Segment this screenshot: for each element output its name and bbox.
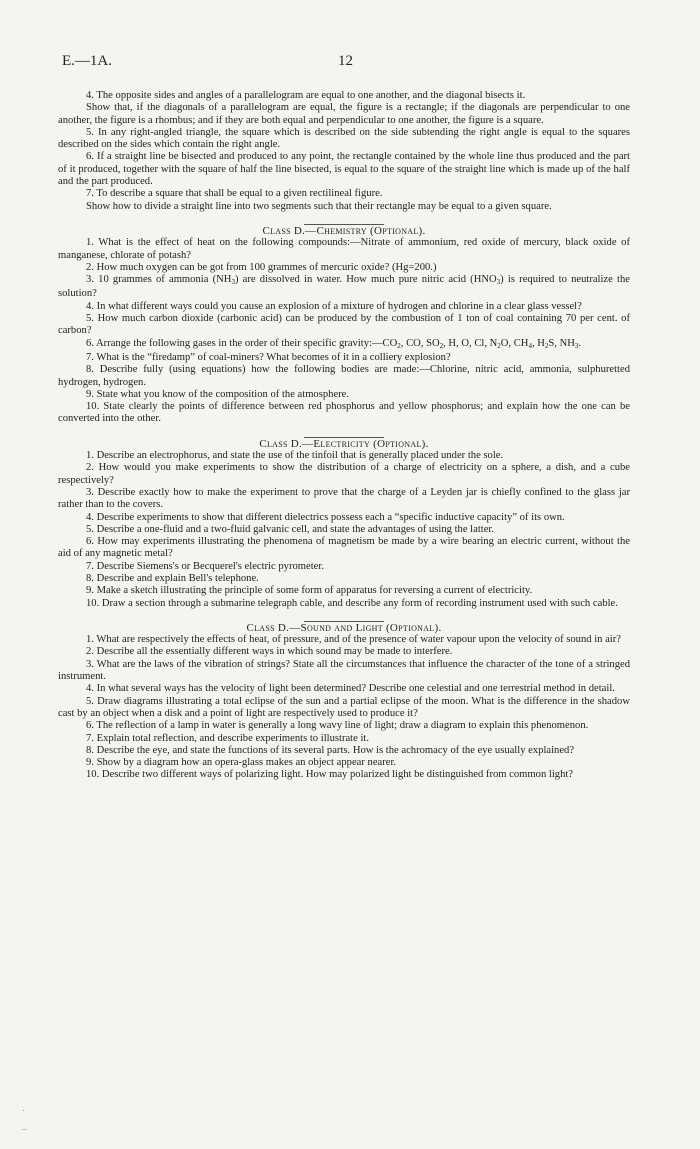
electricity-section: [58, 438, 630, 610]
question: 10. State clearly the points of difference between red phosphorus and yellow phosphorus; and explain how the one can be converted into the other.: [58, 401, 630, 425]
question: 9. Make a sketch illustrating the principle of some form of apparatus for reversing a current of electricity.: [86, 585, 533, 597]
question: 3. 10 grammes of ammonia $(NH_3)$ are dissolved in water. How much pure nitric acid $(HNO_3)$ is required to neutralize the solution?: [58, 274, 630, 300]
geometry-section: [58, 90, 630, 213]
chemistry-section: [58, 225, 630, 426]
question: 5. Describe a one-fluid and a two-fluid galvanic cell, and state the advantages of using the latter.: [86, 523, 495, 535]
geometry-paragraph: Show how to divide a straight line into two segments such that their rectangle may be equal to a given square.: [86, 200, 552, 212]
question: 10. Describe two different ways of polarizing light. How may polarized light be distinguished from common light?: [86, 769, 574, 781]
question: 7. What is the “firedamp” of coal-miners? What becomes of it in a colliery explosion?: [86, 351, 451, 363]
question: 8. Describe the eye, and state the functions of its several parts. How is the achromacy of the eye usually explained?: [86, 744, 575, 756]
question: 3. What are the laws of the vibration of strings? State all the circumstances that influence the character of the tone of a stringed instrument.: [58, 658, 630, 683]
question: 2. How much oxygen can be got from 100 grammes of mercuric oxide? (Hg=200.): [86, 261, 437, 273]
geometry-paragraph: 6. If a straight line be bisected and produced to any point, the rectangle contained by the whole line thus produced and the part of it produced, together with the square of half the line bisected, is equal to the square of the straight line which is made up of the half and the part produced.: [58, 151, 630, 188]
document-body: [58, 90, 630, 782]
question: 6. How may experiments illustrating the phenomena of magnetism be made by a wire bearing an electric current, without the aid of any magnetic metal?: [58, 536, 630, 560]
question: 1. What is the effect of heat on the following compounds:—Nitrate of ammonium, red oxide of mercury, black oxide of manganese, chlorate of potash?: [58, 237, 630, 261]
question: 6. The reflection of a lamp in water is generally a long wavy line of light; draw a diagram to explain this phenomenon.: [86, 720, 589, 732]
question: 4. In what different ways could you cause an explosion of a mixture of hydrogen and chlorine in a clear glass vessel?: [86, 300, 582, 312]
sound-light-heading: Class D.—Sound and Light (Optional).: [246, 621, 442, 634]
electricity-heading: Class D.—Electricity (Optional).: [259, 437, 429, 450]
question: 8. Describe fully (using equations) how the following bodies are made:—Chlorine, nitric acid, ammonia, sulphuretted hydrogen, hydrogen.: [58, 364, 630, 388]
question: 8. Describe and explain Bell's telephone.: [86, 572, 259, 584]
question: 6. Arrange the following gases in the order of their specific $gravity:—CO_2$, CO, $SO_2$, H, O, Cl, $N_2O$, $CH_4$, $H_2S$, $NH_3$.: [86, 337, 582, 350]
geometry-paragraph: 5. In any right-angled triangle, the square which is described on the side subtending the right angle is equal to the squares described on the sides which contain the right angle.: [58, 126, 630, 151]
question: 5. How much carbon dioxide (carbonic acid) can be produced by the combustion of 1 ton of coal containing 70 per cent. of carbon?: [58, 313, 630, 337]
question: 2. How would you make experiments to show the distribution of a charge of electricity on a sphere, a dish, and a cube respectively?: [58, 462, 630, 486]
question: 4. Describe experiments to show that different dielectrics possess each a “specific inductive capacity” of its own.: [86, 511, 565, 523]
question: 3. Describe exactly how to make the experiment to prove that the charge of a Leyden jar is chiefly confined to the glass jar rather than to the covers.: [58, 486, 630, 511]
geometry-paragraph: 7. To describe a square that shall be equal to a given rectilineal figure.: [86, 188, 383, 200]
sound-light-section: [58, 622, 630, 782]
question: 4. In what several ways has the velocity of light been determined? Describe one celestial and one terrestrial method in detail.: [86, 683, 615, 695]
margin-mark: –: [22, 1124, 27, 1135]
question: 7. Describe Siemens's or Becquerel's electric pyrometer.: [86, 560, 324, 572]
report-reference: E.—1A.: [62, 53, 112, 69]
geometry-paragraph: Show that, if the diagonals of a parallelogram are equal, the figure is a rectangle; if the diagonals are perpendicular to one another, the figure is a rhombus; and if they are both equal and perpendicular to one another, the figure is a square.: [58, 102, 630, 126]
chemistry-heading: Class D.—Chemistry (Optional).: [262, 224, 426, 237]
question: 10. Draw a section through a submarine telegraph cable, and describe any form of recording instrument used with such cable.: [86, 597, 618, 609]
margin-mark: ·: [22, 1106, 26, 1117]
page-number: 12: [338, 53, 353, 69]
geometry-paragraph: 4. The opposite sides and angles of a parallelogram are equal to one another, and the diagonal bisects it.: [86, 90, 526, 101]
question: 9. State what you know of the composition of the atmosphere.: [86, 388, 350, 400]
question: 1. Describe an electrophorus, and state the use of the tinfoil that is generally placed under the sole.: [86, 450, 504, 462]
question: 2. Describe all the essentially different ways in which sound may be made to interfere.: [86, 646, 453, 658]
question: 9. Show by a diagram how an opera-glass makes an object appear nearer.: [86, 757, 397, 769]
question: 1. What are respectively the effects of heat, of pressure, and of the presence of water vapour upon the velocity of sound in air?: [86, 634, 621, 646]
question: 5. Draw diagrams illustrating a total eclipse of the sun and a partial eclipse of the moon. What is the difference in the shadow cast by an object when a disk and a point of light are respectively used to produce it?: [58, 695, 630, 719]
question: 7. Explain total reflection, and describe experiments to illustrate it.: [86, 732, 370, 744]
